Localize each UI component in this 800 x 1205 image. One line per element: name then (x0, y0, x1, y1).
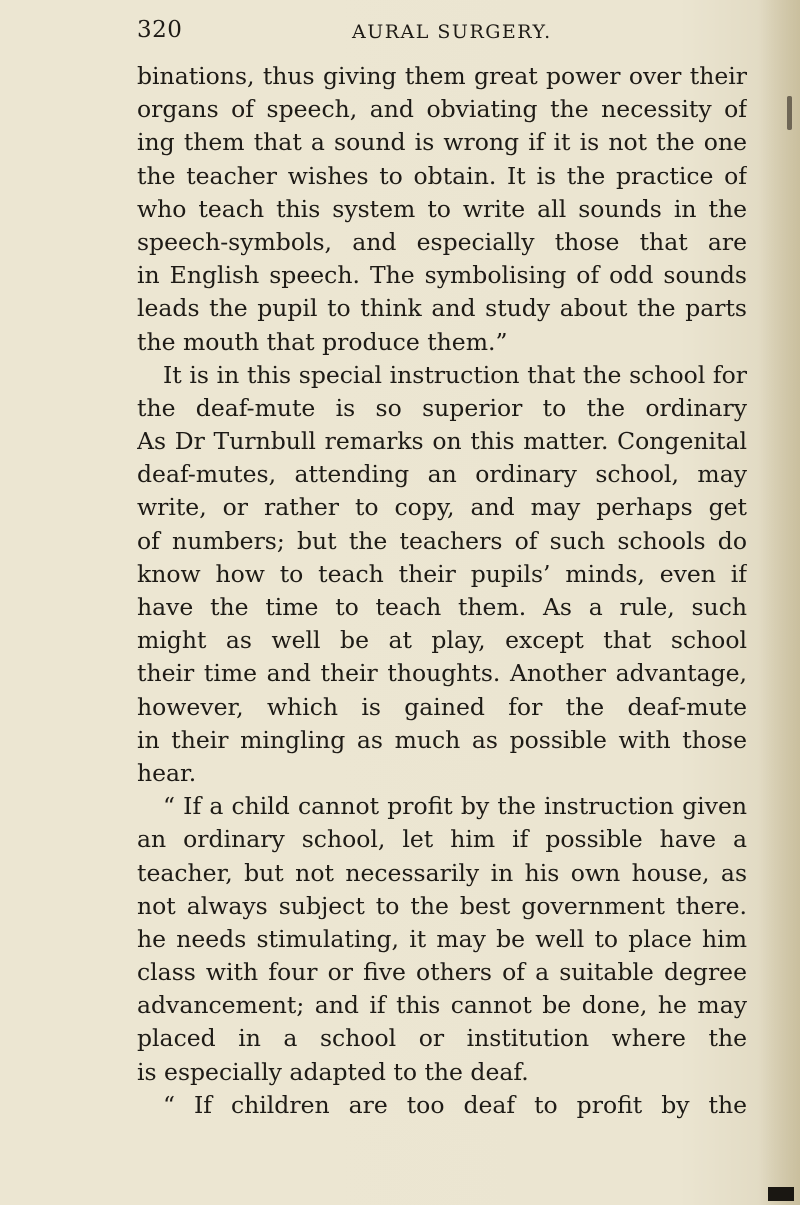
text-line: in English speech. The symbolising of odd sounds (137, 261, 747, 290)
text-line: class with four or five others of a suitable degree (137, 958, 747, 987)
text-line: ing them that a sound is wrong if it is not the one (137, 128, 747, 157)
text-line: know how to teach their pupils’ minds, even if (137, 559, 747, 588)
body-text (137, 60, 747, 1122)
text-line: advancement; and if this cannot be done, he may (137, 991, 747, 1020)
text-line: of numbers; but the teachers of such schools do (137, 526, 747, 555)
text-line: leads the pupil to think and study about the parts (137, 294, 747, 323)
text-line: in their mingling as much as possible with those (137, 725, 747, 754)
text-line: might as well be at play, except that school (137, 626, 747, 655)
text-line: hear. (137, 758, 197, 787)
page-corner-mark (768, 1187, 794, 1201)
page-number: 320 (137, 17, 183, 43)
paragraph-start-line: “ If children are too deaf to profit by the (163, 1090, 747, 1119)
text-line: an ordinary school, let him if possible have a (137, 825, 747, 854)
text-line: have the time to teach them. As a rule, such (137, 593, 747, 622)
paragraph-start-line: “ If a child cannot profit by the instruction given (163, 792, 747, 821)
text-line: As Dr Turnbull remarks on this matter. Congenital (137, 427, 747, 456)
running-head: AURAL SURGERY. (352, 21, 552, 43)
text-line: binations, thus giving them great power over their (137, 62, 747, 90)
text-line: speech-symbols, and especially those that are (137, 227, 747, 256)
text-line: their time and their thoughts. Another advantage, (137, 659, 747, 688)
text-line: not always subject to the best government there. (137, 891, 747, 920)
text-line: write, or rather to copy, and may perhaps get (137, 493, 747, 522)
text-line: teacher, but not necessarily in his own house, as (137, 858, 747, 887)
text-line: the teacher wishes to obtain. It is the practice of (137, 161, 747, 190)
paragraph-start-line: It is in this special instruction that the school for (163, 360, 747, 389)
text-line: organs of speech, and obviating the necessity of (137, 95, 747, 124)
text-line: placed in a school or institution where the (137, 1024, 747, 1053)
text-line: the deaf-mute is so superior to the ordinary (137, 393, 747, 422)
text-line: the mouth that produce them.” (137, 327, 508, 356)
text-line: who teach this system to write all sounds in the (137, 194, 747, 223)
page-edge-shadow (758, 0, 800, 1205)
text-line: is especially adapted to the deaf. (137, 1057, 529, 1086)
page-header (0, 0, 800, 50)
text-line: deaf-mutes, attending an ordinary school, may (137, 460, 747, 489)
text-line: he needs stimulating, it may be well to place him (137, 924, 747, 953)
text-line: however, which is gained for the deaf-mute (137, 692, 747, 721)
binding-mark (787, 96, 792, 130)
